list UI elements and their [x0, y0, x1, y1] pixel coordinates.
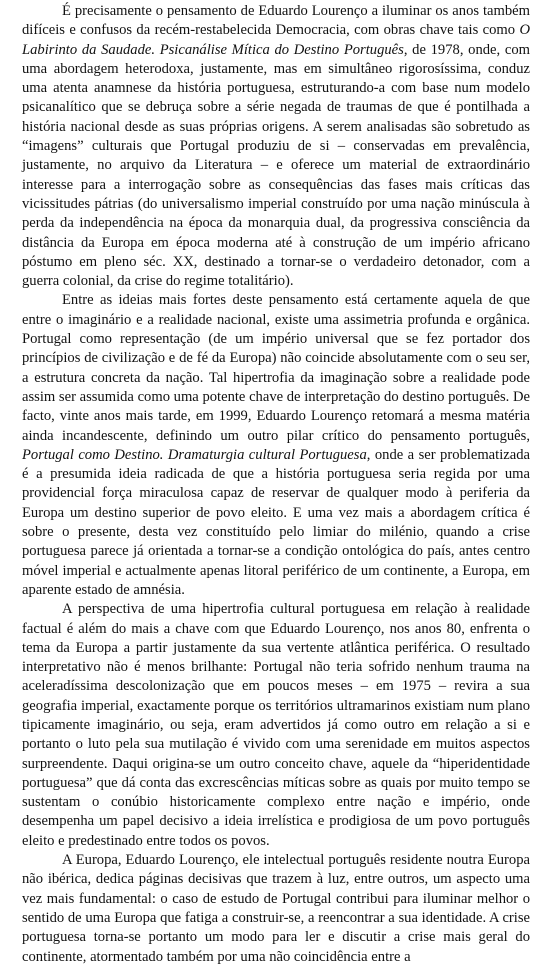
text-run: , de 1978, onde, com uma abordagem heterodoxa, justamente, mas em simultâneo rigorosíssima, conduz uma atenta anamnese da história portuguesa, estruturando-a com base num modelo psicanalítico que se debruça sobre a série negada de traumas de que é pontilhada a história nacional desde as suas próprias origens. A serem analisadas são sobretudo as “imagens” culturais que Portugal produziu de si – conservadas em prevalência, justamente, no arquivo da Literatura – e oferece um material de extraordinário interesse para a interrogação sobre as consequências das fases mais críticas das vicissitudes pátrias (do universalismo imperial construído por uma nação minúscula à perda da independência na época da monarquia dual, da progressiva consciência da distância da Europa em época moderna até à construção de um império africano póstumo em pleno séc. XX, destinado a tornar-se o verdadeiro detonador, com a guerra colonial, da crise do regime totalitário).: [22, 41, 530, 290]
paragraph-3: [22, 600, 530, 851]
book-title-labirinto-da-saudade: O Labirinto da Saudade. Psicanálise Mítica do Destino Português: [22, 22, 530, 58]
text-run: A perspectiva de uma hipertrofia cultural portuguesa em relação à realidade factual é além do mais a chave com que Eduardo Lourenço, nos anos 80, enfrenta o tema da Europa a partir justamente da sua vertente atlântica periférica. O resultado interpretativo não é menos brilhante: Portugal não teria sofrido nenhum trauma na aceleradíssima descolonização que em poucos meses – em 1975 – revira a sua geografia imperial, exactamente porque os territórios ultramarinos existiam num plano tipicamente imaginário, ou seja, eram advertidos já como outro em relação a si e portanto o luto pela sua mutilação é vivido com uma serenidade em muitos aspectos surpreendente. Daqui origina-se um outro conceito chave, aquele da “hiperidentidade portuguesa” que dá conta das excrescências míticas sobre as quais por muito tempo se sustentam o conúbio historicamente complexo entre nação e império, onde desempenha um papel decisivo a ideia irrelística e prodigiosa de um povo português eleito e predestinado entre todos os povos.: [22, 601, 530, 849]
paragraph-4: [22, 851, 530, 967]
text-run: A Europa, Eduardo Lourenço, ele intelectual português residente noutra Europa não ibérica, dedica páginas decisivas que trazem à luz, entre outros, um aspecto uma vez mais fundamental: o caso de estudo de Portugal contribui para iluminar melhor o sentido de uma Europa que fatiga a construir-se, a reencontrar a sua identidade. A crise portuguesa torna-se portanto um modo para ler e discutir a crise mais geral do continente, atormentado também por uma não coincidência entre a: [22, 852, 530, 965]
paragraph-2: [22, 291, 530, 600]
text-run: Entre as ideias mais fortes deste pensamento está certamente aquela de que entre o imaginário e a realidade nacional, existe uma assimetria profunda e orgânica. Portugal como representação (de um império universal que se fez portador dos princípios de civilização e de fé da Europa) não coincide absolutamente com o seu ser, a estrutura concreta da nação. Tal hipertrofia da imaginação sobre a realidade pode assim ser assumida como uma potente chave de interpretação do destino português. De facto, vinte anos mais tarde, em 1999, Eduardo Lourenço retomará a mesma matéria ainda incandescente, definindo um outro pilar crítico do pensamento português,: [22, 292, 530, 444]
book-title-portugal-como-destino: Portugal como Destino. Dramaturgia cultural Portuguesa: [22, 446, 367, 463]
text-run: É precisamente o pensamento de Eduardo Lourenço a iluminar os anos também difíceis e confusos da recém-restabelecida Democracia, com obras chave tais como: [22, 3, 530, 39]
text-run: , onde a ser problematizada é a presumida ideia radicada de que a história portuguesa seria regida por uma providencial força miraculosa capaz de reservar de qualquer modo à periferia da Europa um destino superior de povo eleito. E uma vez mais a abordagem crítica é sobre o presente, desta vez constituído pelo limiar do milénio, quando a crise portuguesa parece já orientada a tornar-se a condição ontológica do país, antes centro móvel imperial e actualmente apenas litoral periférico de um continente, a Europa, em aparente estado de amnésia.: [22, 446, 531, 598]
paragraph-1: [22, 2, 530, 291]
